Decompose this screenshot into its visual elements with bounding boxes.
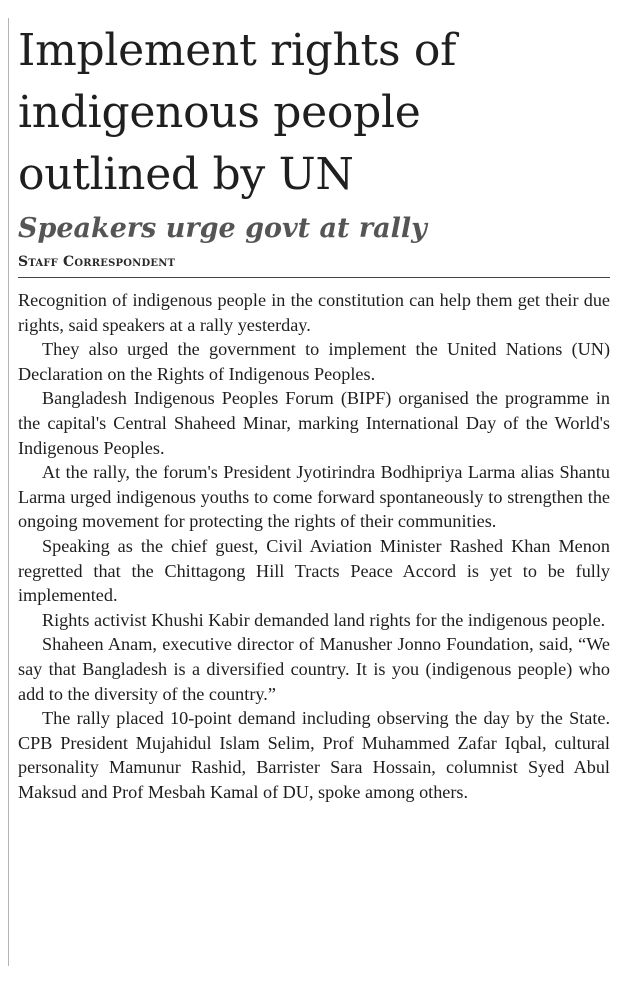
headline-line-1: Implement rights of [18,25,457,76]
headline [18,20,610,206]
column-rule [8,18,9,966]
paragraph: Recognition of indigenous people in the constitution can help them get their due rights, said speakers at a rally yesterday. [18,290,610,335]
headline-line-2: indigenous people [18,87,421,138]
byline: Staff Correspondent [18,254,610,278]
paragraph: The rally placed 10-point demand including observing the day by the State. CPB President Mujahidul Islam Selim, Prof Muhammed Zafar Iqbal, cultural personality Mamunur Rashid, Barrister Sara Hossain, columnist Syed Abul Maksud and Prof Mesbah Kamal of DU, spoke among others. [18,708,610,802]
subheadline: Speakers urge govt at rally [18,213,427,244]
paragraph: They also urged the government to implement the United Nations (UN) Declaration on the Rights of Indigenous Peoples. [18,339,610,384]
paragraph: Shaheen Anam, executive director of Manusher Jonno Foundation, said, “We say that Bangladesh is a diversified country. It is you (indigenous people) who add to the diversity of the country.” [18,634,610,704]
headline-line-3: outlined by UN [18,149,354,200]
paragraph: At the rally, the forum's President Jyotirindra Bodhipriya Larma alias Shantu Larma urged indigenous youths to come forward spontaneously to strengthen the ongoing movement for protecting the rights of their communities. [18,462,610,532]
paragraph: Speaking as the chief guest, Civil Aviation Minister Rashed Khan Menon regretted that the Chittagong Hill Tracts Peace Accord is yet to be fully implemented. [18,535,610,606]
paragraph: Rights activist Khushi Kabir demanded land rights for the indigenous people. [42,609,606,630]
paragraph: Bangladesh Indigenous Peoples Forum (BIPF) organised the programme in the capital's Central Shaheed Minar, marking International Day of the World's Indigenous Peoples. [18,388,610,458]
news-article [18,20,610,804]
article-body [18,288,610,804]
